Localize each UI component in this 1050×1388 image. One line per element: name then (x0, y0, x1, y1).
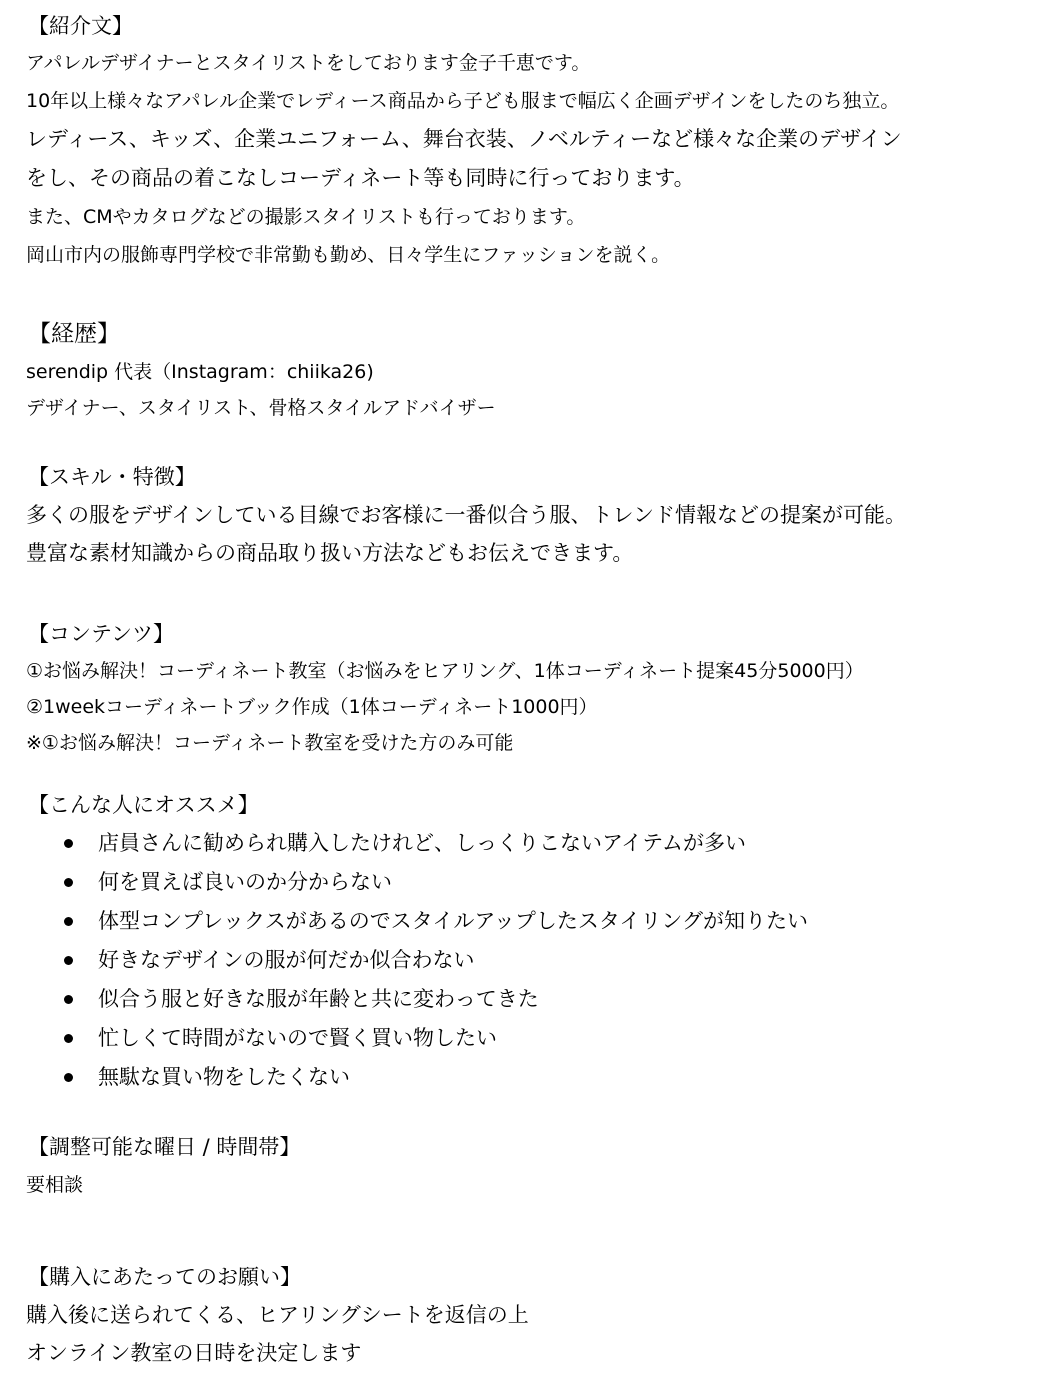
list-item-text: 好きなデザインの服が何だか似合わない (98, 948, 475, 972)
section-request (26, 1258, 529, 1372)
intro-line: また、CMやカタログなどの撮影スタイリストも行っております。 (26, 206, 586, 228)
section-career (26, 314, 496, 426)
intro-line: をし、その商品の着こなしコーディネート等も同時に行っております。 (26, 166, 695, 190)
section-recommend (26, 786, 808, 1097)
section-heading-availability: 【調整可能な曜日 / 時間帯】 (28, 1135, 301, 1159)
career-line: serendip 代表（Instagram：chiika26) (26, 361, 374, 383)
list-item-text: 忙しくて時間がないので賢く買い物したい (98, 1026, 497, 1050)
contents-line: ※①お悩み解決！コーディネート教室を受けた方のみ可能 (26, 732, 514, 754)
section-heading-request: 【購入にあたってのお願い】 (28, 1265, 301, 1289)
list-item-text: 店員さんに勧められ購入したけれど、しっくりこないアイテムが多い (98, 831, 747, 855)
list-item (26, 902, 808, 941)
list-item-text: 似合う服と好きな服が年齢と共に変わってきた (98, 987, 539, 1011)
list-item-text: 無駄な買い物をしたくない (98, 1065, 350, 1089)
skills-line: 豊富な素材知識からの商品取り扱い方法などもお伝えできます。 (26, 541, 634, 565)
intro-line: 岡山市内の服飾専門学校で非常勤も勤め、日々学生にファッションを説く。 (26, 244, 671, 266)
request-line: オンライン教室の日時を決定します (26, 1341, 362, 1365)
list-item (26, 980, 808, 1019)
career-line: デザイナー、スタイリスト、骨格スタイルアドバイザー (26, 397, 496, 419)
section-contents (26, 615, 864, 761)
intro-line: レディース、キッズ、企業ユニフォーム、舞台衣装、ノベルティーなど様々な企業のデザイン (26, 127, 902, 151)
section-heading-contents: 【コンテンツ】 (28, 622, 174, 646)
bullet-icon (64, 878, 73, 887)
list-item (26, 941, 808, 980)
bullet-icon (64, 956, 73, 965)
section-heading-skills: 【スキル・特徴】 (28, 465, 196, 489)
skills-line: 多くの服をデザインしている目線でお客様に一番似合う服、トレンド情報などの提案が可能。 (26, 503, 907, 527)
list-item-text: 体型コンプレックスがあるのでスタイルアップしたスタイリングが知りたい (98, 909, 809, 933)
contents-line: ①お悩み解決！コーディネート教室（お悩みをヒアリング、1体コーディネート提案45分5000円） (26, 660, 864, 682)
bullet-icon (64, 1034, 73, 1043)
section-heading-career: 【経歴】 (28, 321, 120, 347)
recommend-list (26, 824, 808, 1097)
section-introduction (26, 8, 902, 274)
bullet-icon (64, 995, 73, 1004)
intro-line: 10年以上様々なアパレル企業でレディース商品から子ども服まで幅広く企画デザインをしたのち独立。 (26, 90, 900, 112)
section-availability (26, 1128, 300, 1204)
availability-line: 要相談 (26, 1174, 84, 1196)
section-heading-recommend: 【こんな人にオススメ】 (28, 793, 259, 817)
request-line: 購入後に送られてくる、ヒアリングシートを返信の上 (26, 1303, 529, 1327)
list-item (26, 824, 808, 863)
bullet-icon (64, 917, 73, 926)
intro-line: アパレルデザイナーとスタイリストをしております金子千恵です。 (26, 52, 591, 74)
contents-line: ②1weekコーディネートブック作成（1体コーディネート1000円） (26, 696, 598, 718)
bullet-icon (64, 1073, 73, 1082)
section-skills (26, 458, 906, 572)
list-item-text: 何を買えば良いのか分からない (98, 870, 392, 894)
list-item (26, 1058, 808, 1097)
list-item (26, 1019, 808, 1058)
list-item (26, 863, 808, 902)
bullet-icon (64, 839, 73, 848)
section-heading-introduction: 【紹介文】 (28, 14, 133, 38)
